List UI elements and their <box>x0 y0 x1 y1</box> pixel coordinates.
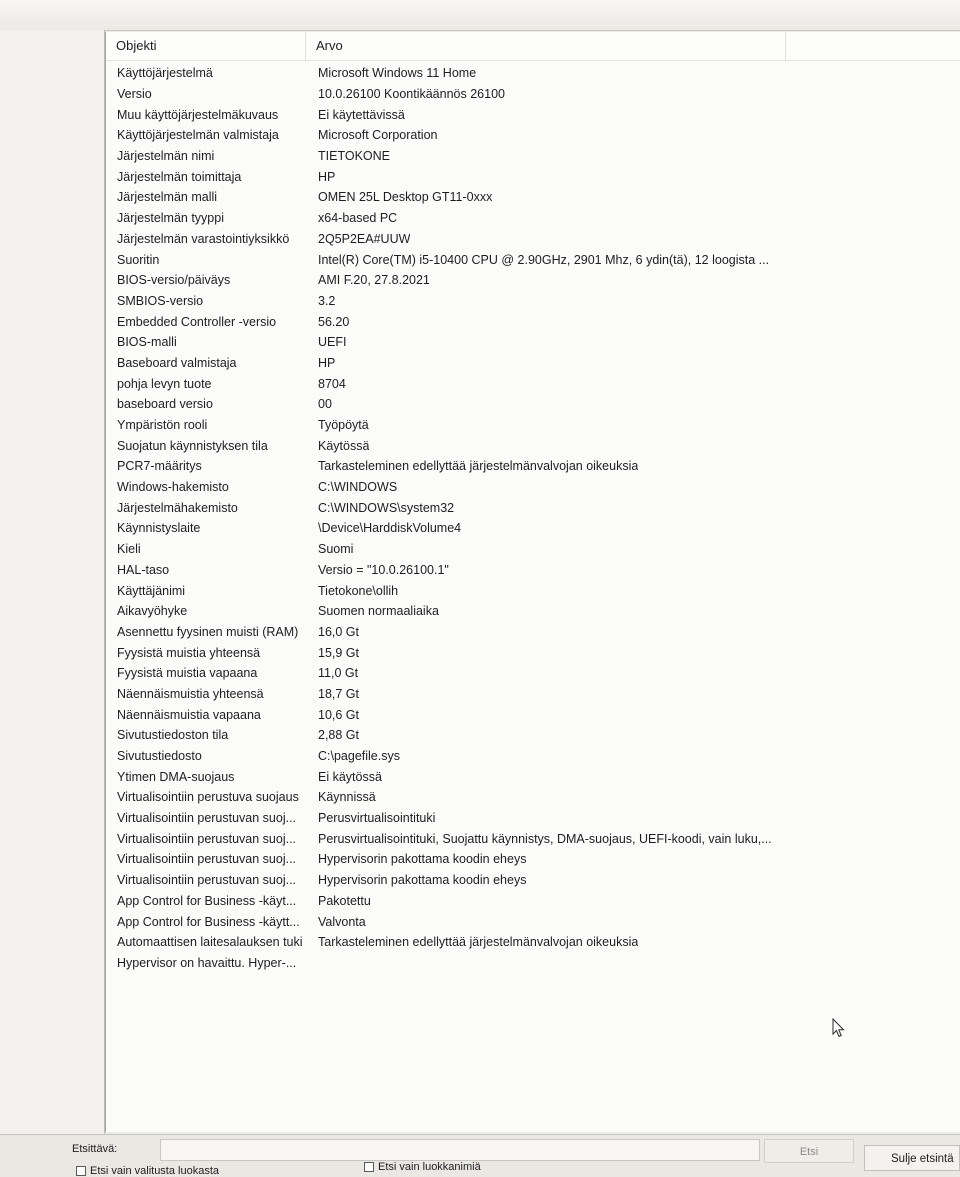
row-item-cell: Sivutustiedoston tila <box>117 728 229 743</box>
row-value-cell: 00 <box>318 397 332 412</box>
row-value-cell: Ei käytössä <box>318 769 382 784</box>
row-value-cell: 10,6 Gt <box>318 707 359 722</box>
row-value-cell: Tarkasteleminen edellyttää järjestelmänvalvojan oikeuksia <box>318 459 639 474</box>
row-item-cell: Suojatun käynnistyksen tila <box>117 438 268 453</box>
row-item-cell: Järjestelmän malli <box>117 190 218 205</box>
row-item-cell: Virtualisointiin perustuva suojaus <box>117 790 299 805</box>
find-button[interactable]: Etsi <box>764 1139 854 1163</box>
row-value-cell: AMI F.20, 27.8.2021 <box>318 273 430 288</box>
row-item-cell: Virtualisointiin perustuvan suoj... <box>117 831 297 846</box>
row-value-cell: C:\WINDOWS\system32 <box>318 500 455 515</box>
row-item-cell: HAL-taso <box>117 562 170 577</box>
table-row[interactable] <box>106 477 960 498</box>
table-row[interactable] <box>106 891 960 912</box>
find-bar <box>0 1134 960 1177</box>
row-item-cell: Järjestelmän toimittaja <box>117 169 242 184</box>
row-item-cell: Virtualisointiin perustuvan suoj... <box>117 811 297 826</box>
list-rows <box>106 61 960 973</box>
table-row[interactable] <box>106 104 960 125</box>
row-value-cell: 3.2 <box>318 293 336 308</box>
table-row[interactable] <box>106 870 960 891</box>
table-row[interactable] <box>106 663 960 684</box>
table-row[interactable] <box>106 497 960 518</box>
row-item-cell: Järjestelmän tyyppi <box>117 211 224 226</box>
row-item-cell: Hypervisor on havaittu. Hyper-... <box>117 955 297 970</box>
table-row[interactable] <box>106 622 960 643</box>
row-item-cell: Baseboard valmistaja <box>117 355 237 370</box>
table-row[interactable] <box>106 684 960 705</box>
table-row[interactable] <box>106 953 960 974</box>
row-item-cell: Virtualisointiin perustuvan suoj... <box>117 852 297 867</box>
row-item-cell: Järjestelmän nimi <box>117 149 215 164</box>
table-row[interactable] <box>106 146 960 167</box>
system-summary-list[interactable] <box>105 32 960 1132</box>
table-row[interactable] <box>106 394 960 415</box>
row-item-cell: Fyysistä muistia vapaana <box>117 666 258 681</box>
row-item-cell: BIOS-versio/päiväys <box>117 273 231 288</box>
row-item-cell: Fyysistä muistia yhteensä <box>117 645 261 660</box>
table-row[interactable] <box>106 84 960 105</box>
row-value-cell: Käynnissä <box>318 790 376 805</box>
row-item-cell: Embedded Controller -versio <box>117 314 277 329</box>
row-item-cell: SMBIOS-versio <box>117 293 204 308</box>
row-value-cell: Microsoft Corporation <box>318 128 438 143</box>
table-row[interactable] <box>106 125 960 146</box>
row-item-cell: Asennettu fyysinen muisti (RAM) <box>117 624 299 639</box>
row-item-cell: App Control for Business -käyt... <box>117 893 297 908</box>
row-value-cell: 18,7 Gt <box>318 686 359 701</box>
row-value-cell: 10.0.26100 Koontikäännös 26100 <box>318 87 505 102</box>
row-value-cell: Pakotettu <box>318 893 371 908</box>
table-row[interactable] <box>106 229 960 250</box>
row-value-cell: 8704 <box>318 376 346 391</box>
row-item-cell: Sivutustiedosto <box>117 749 202 764</box>
table-row[interactable] <box>106 539 960 560</box>
table-row[interactable] <box>106 291 960 312</box>
row-item-cell: Käyttöjärjestelmän valmistaja <box>117 128 279 143</box>
row-item-cell: pohja levyn tuote <box>117 376 212 391</box>
table-row[interactable] <box>106 435 960 456</box>
table-row[interactable] <box>106 704 960 725</box>
category-tree-pane[interactable] <box>0 30 105 1134</box>
row-value-cell: \Device\HarddiskVolume4 <box>318 521 462 536</box>
row-value-cell: TIETOKONE <box>318 149 391 164</box>
row-value-cell: C:\pagefile.sys <box>318 749 400 764</box>
table-row[interactable] <box>106 373 960 394</box>
row-item-cell: Aikavyöhyke <box>117 604 188 619</box>
find-label: Etsittävä: <box>72 1143 118 1155</box>
row-value-cell: 2,88 Gt <box>318 728 359 743</box>
row-item-cell: Muu käyttöjärjestelmäkuvaus <box>117 107 279 122</box>
row-item-cell: Näennäismuistia yhteensä <box>117 686 264 701</box>
row-value-cell: Tietokone\ollih <box>318 583 399 598</box>
table-row[interactable] <box>106 911 960 932</box>
row-item-cell: App Control for Business -käytt... <box>117 914 300 929</box>
category-names-checkbox[interactable] <box>364 1162 374 1172</box>
row-value-cell: Intel(R) Core(TM) i5-10400 CPU @ 2.90GHz, 2901 Mhz, 6 ydin(tä), 12 loogista ... <box>318 252 770 267</box>
row-item-cell: BIOS-malli <box>117 335 177 350</box>
row-item-cell: Kieli <box>117 542 141 557</box>
table-row[interactable] <box>106 415 960 436</box>
row-value-cell: Käytössä <box>318 438 370 453</box>
table-row[interactable] <box>106 332 960 353</box>
row-value-cell: Perusvirtualisointituki, Suojattu käynnistys, DMA-suojaus, UEFI-koodi, vain luku,... <box>318 831 772 846</box>
row-item-cell: baseboard versio <box>117 397 213 412</box>
row-value-cell: Perusvirtualisointituki <box>318 811 436 826</box>
row-value-cell: 16,0 Gt <box>318 624 359 639</box>
table-row[interactable] <box>106 270 960 291</box>
table-row[interactable] <box>106 560 960 581</box>
row-item-cell: Järjestelmähakemisto <box>117 500 238 515</box>
table-row[interactable] <box>106 725 960 746</box>
close-find-button[interactable]: Sulje etsintä <box>864 1145 960 1171</box>
find-input[interactable] <box>160 1139 760 1161</box>
row-value-cell: Työpöytä <box>318 418 369 433</box>
table-row[interactable] <box>106 932 960 953</box>
row-value-cell: HP <box>318 355 336 370</box>
row-item-cell: Ympäristön rooli <box>117 418 208 433</box>
row-value-cell: Hypervisorin pakottama koodin eheys <box>318 852 527 867</box>
row-value-cell: HP <box>318 169 336 184</box>
table-row[interactable] <box>106 518 960 539</box>
table-row[interactable] <box>106 746 960 767</box>
window-top-strip <box>0 0 960 31</box>
table-row[interactable] <box>106 353 960 374</box>
option-category-names[interactable] <box>364 1161 481 1173</box>
table-row[interactable] <box>106 601 960 622</box>
row-value-cell: Suomen normaaliaika <box>318 604 439 619</box>
row-value-cell: Microsoft Windows 11 Home <box>318 66 477 81</box>
row-item-cell: Automaattisen laitesalauksen tuki <box>117 935 303 950</box>
row-value-cell: 15,9 Gt <box>318 645 359 660</box>
row-item-cell: Käynnistyslaite <box>117 521 201 536</box>
row-value-cell: C:\WINDOWS <box>318 480 398 495</box>
selected-category-label: Etsi vain valitusta luokasta <box>90 1165 220 1177</box>
option-selected-category[interactable] <box>76 1165 219 1177</box>
table-row[interactable] <box>106 642 960 663</box>
row-value-cell: 2Q5P2EA#UUW <box>318 231 411 246</box>
row-value-cell: 11,0 Gt <box>318 666 359 681</box>
row-value-cell: Valvonta <box>318 914 366 929</box>
column-header-item[interactable]: Objekti <box>106 32 306 60</box>
table-row[interactable] <box>106 456 960 477</box>
table-row[interactable] <box>106 828 960 849</box>
row-value-cell: Suomi <box>318 542 354 557</box>
row-item-cell: PCR7-määritys <box>117 459 202 474</box>
table-row[interactable] <box>106 208 960 229</box>
list-header <box>106 32 960 61</box>
row-value-cell: x64-based PC <box>318 211 398 226</box>
row-item-cell: Käyttöjärjestelmä <box>117 66 213 81</box>
row-item-cell: Näennäismuistia vapaana <box>117 707 261 722</box>
row-value-cell: Tarkasteleminen edellyttää järjestelmänvalvojan oikeuksia <box>318 935 639 950</box>
table-row[interactable] <box>106 249 960 270</box>
table-row[interactable] <box>106 63 960 84</box>
row-item-cell: Suoritin <box>117 252 160 267</box>
row-item-cell: Windows-hakemisto <box>117 480 229 495</box>
table-row[interactable] <box>106 580 960 601</box>
table-row[interactable] <box>106 187 960 208</box>
mouse-pointer-icon <box>832 1018 846 1043</box>
row-item-cell: Versio <box>117 87 152 102</box>
row-item-cell: Käyttäjänimi <box>117 583 186 598</box>
table-row[interactable] <box>106 787 960 808</box>
table-row[interactable] <box>106 808 960 829</box>
table-row[interactable] <box>106 166 960 187</box>
table-row[interactable] <box>106 849 960 870</box>
row-value-cell: Ei käytettävissä <box>318 107 405 122</box>
selected-category-checkbox[interactable] <box>76 1166 86 1176</box>
table-row[interactable] <box>106 311 960 332</box>
column-header-value[interactable]: Arvo <box>306 32 786 60</box>
row-value-cell: Versio = "10.0.26100.1" <box>318 562 449 577</box>
row-value-cell: Hypervisorin pakottama koodin eheys <box>318 873 527 888</box>
row-value-cell: OMEN 25L Desktop GT11-0xxx <box>318 190 493 205</box>
row-item-cell: Virtualisointiin perustuvan suoj... <box>117 873 297 888</box>
category-names-label: Etsi vain luokkanimiä <box>378 1161 481 1173</box>
row-item-cell: Järjestelmän varastointiyksikkö <box>117 231 290 246</box>
table-row[interactable] <box>106 766 960 787</box>
row-value-cell: 56.20 <box>318 314 350 329</box>
row-value-cell: UEFI <box>318 335 347 350</box>
row-item-cell: Ytimen DMA-suojaus <box>117 769 235 784</box>
